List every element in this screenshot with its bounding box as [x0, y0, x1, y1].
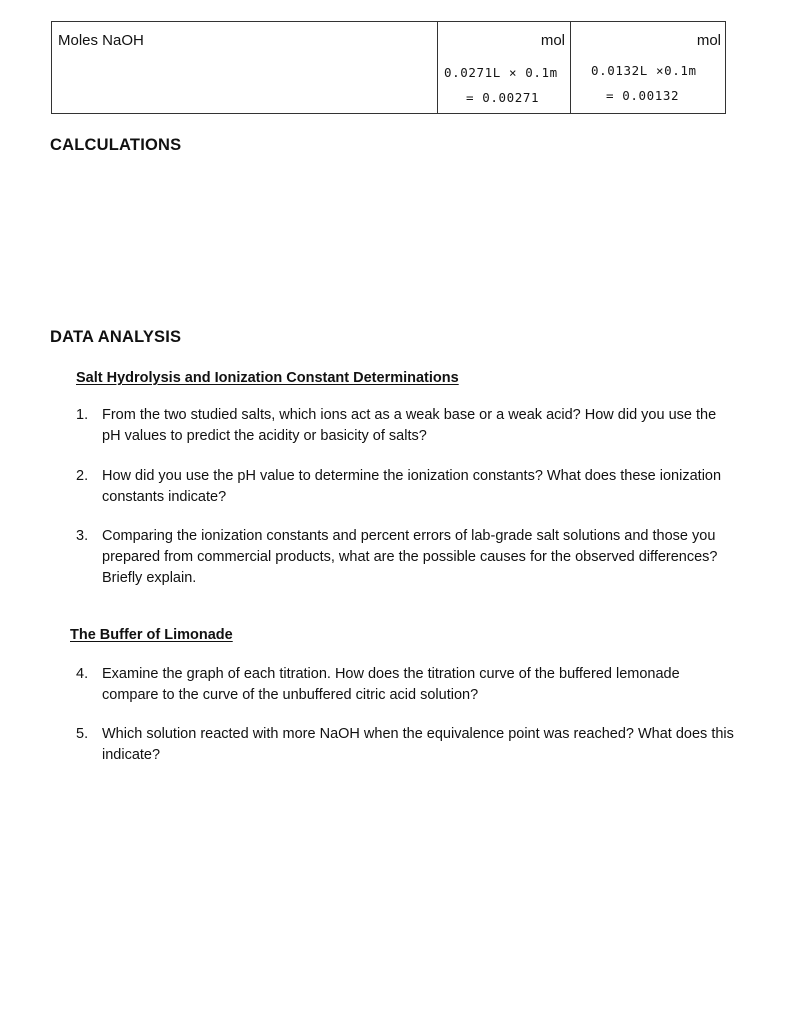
question-number: 1. — [76, 407, 89, 423]
question-number: 5. — [76, 726, 89, 742]
trial1-unit: mol — [540, 32, 565, 49]
question-text: Which solution reacted with more NaOH when the equivalence point was reached? What does this indicate? — [102, 726, 734, 763]
buffer-limonade-subheading: The Buffer of Limonade — [70, 627, 233, 643]
table-row-label-cell — [52, 22, 438, 113]
trial2-handwritten-calc: 0.0132L ×0.1m — [591, 63, 697, 78]
moles-naoh-table — [51, 21, 726, 114]
salt-hydrolysis-subheading: Salt Hydrolysis and Ionization Constant Determinations — [76, 370, 459, 386]
question-text: Comparing the ionization constants and percent errors of lab-grade salt solutions and those you prepared from commercial products, what are the possible causes for the observed differences? Briefly explain. — [102, 528, 718, 586]
data-analysis-heading: DATA ANALYSIS — [50, 328, 182, 346]
question-text: From the two studied salts, which ions act as a weak base or a weak acid? How did you use the pH values to predict the acidity or basicity of salts? — [102, 407, 717, 444]
calculations-heading: CALCULATIONS — [50, 136, 182, 154]
question-text: Examine the graph of each titration. How does the titration curve of the buffered lemonade compare to the curve of the unbuffered citric acid solution? — [102, 666, 680, 703]
trial1-cell[interactable] — [438, 22, 571, 113]
row-label: Moles NaOH — [58, 32, 144, 49]
trial1-handwritten-result: = 0.00271 — [466, 90, 540, 105]
trial2-handwritten-result: = 0.00132 — [606, 88, 680, 103]
question-number: 2. — [76, 468, 89, 484]
trial2-unit: mol — [696, 32, 721, 49]
trial1-handwritten-calc: 0.0271L × 0.1m — [444, 65, 558, 80]
trial2-cell[interactable] — [571, 22, 726, 113]
question-number: 4. — [76, 666, 89, 682]
question-number: 3. — [76, 528, 89, 544]
question-text: How did you use the pH value to determine the ionization constants? What does these ionization constants indicate? — [102, 468, 722, 505]
